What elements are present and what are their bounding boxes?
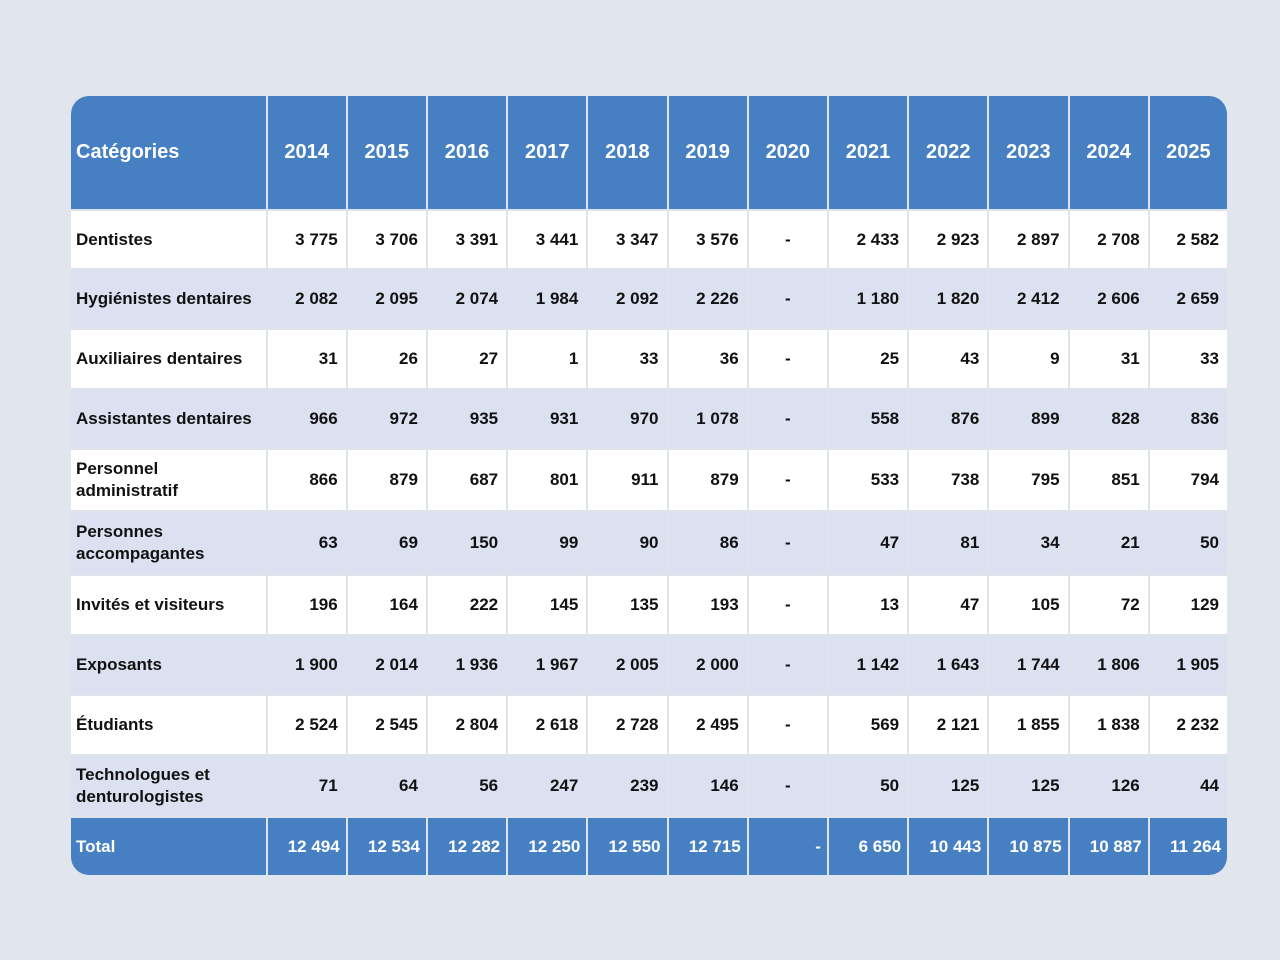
table-cell-2019: 146 [668,755,748,817]
total-cell-2018: 12 550 [587,817,667,875]
table-cell-2022: 876 [908,389,988,449]
table-cell-2019: 193 [668,575,748,635]
table-cell-2019: 2 226 [668,269,748,329]
table-cell-2023: 1 744 [988,635,1068,695]
table-cell-2015: 164 [347,575,427,635]
table-cell-2021: 558 [828,389,908,449]
table-cell-2014: 966 [267,389,347,449]
table-cell-2015: 2 545 [347,695,427,755]
table-cell-2015: 2 095 [347,269,427,329]
table-cell-2019: 86 [668,511,748,574]
table-cell-2018: 33 [587,329,667,389]
column-header-2018: 2018 [587,96,667,210]
table-cell-2019: 2 000 [668,635,748,695]
row-category-label: Invités et visiteurs [71,575,267,635]
table-cell-2014: 2 082 [267,269,347,329]
table-cell-2021: 1 180 [828,269,908,329]
table-cell-2019: 1 078 [668,389,748,449]
table-cell-2016: 1 936 [427,635,507,695]
table-cell-2020: - [748,511,828,574]
total-cell-2021: 6 650 [828,817,908,875]
table-cell-2016: 2 074 [427,269,507,329]
data-table-card [71,96,1227,875]
table-cell-2015: 69 [347,511,427,574]
table-cell-2025: 2 659 [1149,269,1227,329]
table-cell-2025: 129 [1149,575,1227,635]
header-row [71,96,1227,210]
total-cell-2016: 12 282 [427,817,507,875]
table-cell-2017: 1 984 [507,269,587,329]
row-category-label: Exposants [71,635,267,695]
table-cell-2021: 569 [828,695,908,755]
table-cell-2022: 2 121 [908,695,988,755]
row-category-label: Personnes accompagantes [71,511,267,574]
table-cell-2014: 31 [267,329,347,389]
total-cell-2024: 10 887 [1069,817,1149,875]
table-cell-2020: - [748,210,828,269]
table-cell-2022: 738 [908,449,988,511]
column-header-2019: 2019 [668,96,748,210]
table-row [71,269,1227,329]
table-cell-2017: 99 [507,511,587,574]
table-cell-2018: 135 [587,575,667,635]
table-cell-2024: 2 708 [1069,210,1149,269]
table-cell-2025: 2 232 [1149,695,1227,755]
total-cell-2022: 10 443 [908,817,988,875]
row-category-label: Dentistes [71,210,267,269]
table-cell-2019: 3 576 [668,210,748,269]
table-cell-2018: 3 347 [587,210,667,269]
column-header-2023: 2023 [988,96,1068,210]
table-cell-2021: 13 [828,575,908,635]
table-cell-2025: 50 [1149,511,1227,574]
table-cell-2015: 3 706 [347,210,427,269]
table-cell-2024: 851 [1069,449,1149,511]
table-cell-2020: - [748,329,828,389]
table-cell-2016: 3 391 [427,210,507,269]
table-cell-2020: - [748,755,828,817]
table-row [71,695,1227,755]
table-cell-2024: 126 [1069,755,1149,817]
table-cell-2017: 2 618 [507,695,587,755]
table-cell-2019: 36 [668,329,748,389]
table-cell-2021: 50 [828,755,908,817]
table-cell-2022: 1 820 [908,269,988,329]
table-cell-2017: 801 [507,449,587,511]
table-cell-2023: 899 [988,389,1068,449]
total-cell-2014: 12 494 [267,817,347,875]
table-cell-2023: 125 [988,755,1068,817]
table-cell-2024: 31 [1069,329,1149,389]
table-cell-2020: - [748,269,828,329]
table-cell-2023: 34 [988,511,1068,574]
table-cell-2017: 247 [507,755,587,817]
column-header-2016: 2016 [427,96,507,210]
table-row [71,210,1227,269]
total-cell-2015: 12 534 [347,817,427,875]
table-cell-2023: 2 897 [988,210,1068,269]
table-cell-2018: 2 005 [587,635,667,695]
table-cell-2014: 1 900 [267,635,347,695]
table-cell-2025: 836 [1149,389,1227,449]
table-cell-2015: 64 [347,755,427,817]
table-cell-2021: 47 [828,511,908,574]
table-cell-2021: 533 [828,449,908,511]
table-cell-2016: 56 [427,755,507,817]
table-cell-2014: 63 [267,511,347,574]
row-category-label: Hygiénistes dentaires [71,269,267,329]
row-category-label: Personnel administratif [71,449,267,511]
row-category-label: Assistantes dentaires [71,389,267,449]
table-cell-2022: 81 [908,511,988,574]
table-cell-2021: 1 142 [828,635,908,695]
table-row [71,511,1227,574]
table-row [71,755,1227,817]
table-cell-2017: 1 967 [507,635,587,695]
table-row [71,329,1227,389]
table-cell-2018: 2 728 [587,695,667,755]
table-cell-2024: 1 806 [1069,635,1149,695]
column-header-2024: 2024 [1069,96,1149,210]
table-cell-2025: 794 [1149,449,1227,511]
table-cell-2018: 970 [587,389,667,449]
total-cell-2020: - [748,817,828,875]
table-cell-2016: 935 [427,389,507,449]
table-cell-2020: - [748,449,828,511]
total-cell-2019: 12 715 [668,817,748,875]
table-cell-2015: 972 [347,389,427,449]
total-cell-2017: 12 250 [507,817,587,875]
table-row [71,635,1227,695]
table-cell-2020: - [748,389,828,449]
table-cell-2017: 3 441 [507,210,587,269]
table-cell-2025: 2 582 [1149,210,1227,269]
table-cell-2018: 911 [587,449,667,511]
table-cell-2020: - [748,575,828,635]
table-cell-2023: 795 [988,449,1068,511]
column-header-2014: 2014 [267,96,347,210]
column-header-2017: 2017 [507,96,587,210]
table-cell-2015: 26 [347,329,427,389]
table-cell-2017: 1 [507,329,587,389]
table-cell-2022: 47 [908,575,988,635]
table-body [71,210,1227,817]
column-header-2022: 2022 [908,96,988,210]
table-cell-2016: 150 [427,511,507,574]
table-row [71,389,1227,449]
table-cell-2017: 145 [507,575,587,635]
table-cell-2015: 2 014 [347,635,427,695]
table-cell-2018: 239 [587,755,667,817]
column-header-2020: 2020 [748,96,828,210]
table-cell-2024: 72 [1069,575,1149,635]
table-cell-2016: 27 [427,329,507,389]
row-category-label: Auxiliaires dentaires [71,329,267,389]
table-cell-2024: 1 838 [1069,695,1149,755]
column-header-category: Catégories [71,96,267,210]
table-cell-2014: 196 [267,575,347,635]
table-cell-2018: 90 [587,511,667,574]
total-cell-2025: 11 264 [1149,817,1227,875]
table-cell-2024: 828 [1069,389,1149,449]
table-cell-2023: 1 855 [988,695,1068,755]
total-cell-2023: 10 875 [988,817,1068,875]
table-cell-2022: 2 923 [908,210,988,269]
data-table [71,96,1227,875]
total-label: Total [71,817,267,875]
row-category-label: Étudiants [71,695,267,755]
table-cell-2021: 2 433 [828,210,908,269]
table-cell-2022: 125 [908,755,988,817]
table-cell-2022: 1 643 [908,635,988,695]
table-cell-2023: 9 [988,329,1068,389]
table-cell-2014: 2 524 [267,695,347,755]
row-category-label: Technologues et denturologistes [71,755,267,817]
table-cell-2023: 2 412 [988,269,1068,329]
table-cell-2025: 33 [1149,329,1227,389]
column-header-2025: 2025 [1149,96,1227,210]
table-cell-2025: 44 [1149,755,1227,817]
table-cell-2015: 879 [347,449,427,511]
table-cell-2017: 931 [507,389,587,449]
table-cell-2019: 879 [668,449,748,511]
table-cell-2014: 866 [267,449,347,511]
table-cell-2019: 2 495 [668,695,748,755]
table-cell-2021: 25 [828,329,908,389]
table-cell-2025: 1 905 [1149,635,1227,695]
table-cell-2016: 222 [427,575,507,635]
table-cell-2020: - [748,695,828,755]
column-header-2021: 2021 [828,96,908,210]
table-cell-2024: 21 [1069,511,1149,574]
table-cell-2024: 2 606 [1069,269,1149,329]
table-cell-2014: 71 [267,755,347,817]
table-cell-2016: 2 804 [427,695,507,755]
table-row [71,449,1227,511]
table-cell-2014: 3 775 [267,210,347,269]
table-cell-2016: 687 [427,449,507,511]
table-cell-2023: 105 [988,575,1068,635]
total-row [71,817,1227,875]
column-header-2015: 2015 [347,96,427,210]
table-row [71,575,1227,635]
table-cell-2020: - [748,635,828,695]
table-cell-2022: 43 [908,329,988,389]
table-cell-2018: 2 092 [587,269,667,329]
